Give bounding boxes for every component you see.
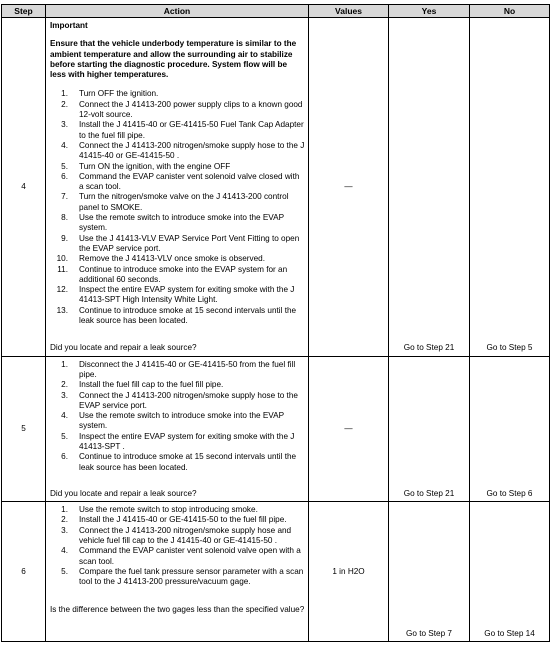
header-row — [2, 5, 550, 18]
action-cell — [46, 356, 309, 502]
action-list — [50, 505, 305, 587]
list-item: 5. Compare the fuel tank pressure sensor parameter with a scan tool to the J 41413-200 pressure/vacuum gage. — [61, 566, 304, 587]
list-item: 2. Install the J 41415-40 or GE-41415-50 to the fuel fill pipe. — [61, 515, 287, 525]
list-item: 5. Turn ON the ignition, with the engine OFF — [61, 161, 231, 171]
list-item: 10. Remove the J 41413-VLV once smoke is observed. — [56, 254, 265, 264]
header-no: No — [470, 5, 550, 18]
list-item: 11. Continue to introduce smoke into the EVAP system for an additional 60 seconds. — [57, 264, 288, 284]
list-item: 12. Inspect the entire EVAP system for exiting smoke with the J 41413-SPT High Intensity White Light. — [56, 285, 295, 305]
yes-cell: Go to Step 21 — [389, 18, 470, 357]
list-item: 5. Inspect the entire EVAP system for exiting smoke with the J 41413-SPT . — [61, 431, 295, 451]
header-yes: Yes — [389, 5, 470, 18]
values-cell: — — [309, 356, 389, 502]
values-cell: 1 in H2O — [309, 502, 389, 642]
list-item: 6. Continue to introduce smoke at 15 second intervals until the leak source has been located. — [61, 452, 297, 472]
action-list — [50, 360, 305, 473]
table-row-step-6 — [2, 502, 550, 642]
table-row-step-5 — [2, 356, 550, 502]
header-action: Action — [46, 5, 309, 18]
list-item: 6. Command the EVAP canister vent solenoid valve closed with a scan tool. — [61, 171, 300, 192]
yes-cell: Go to Step 7 — [389, 502, 470, 642]
question-text: Did you locate and repair a leak source? — [50, 343, 197, 353]
important-label: Important — [50, 21, 88, 30]
list-item: 4. Use the remote switch to introduce smoke into the EVAP system. — [61, 411, 284, 431]
list-item: 4. Command the EVAP canister vent solenoid valve open with a scan tool. — [61, 546, 301, 566]
values-cell: — — [309, 18, 389, 357]
list-item: 3. Connect the J 41413-200 nitrogen/smoke supply hose to the EVAP service port. — [61, 390, 298, 410]
list-item: 3. Install the J 41415-40 or GE-41415-50 Fuel Tank Cap Adapter to the fuel fill pipe. — [61, 120, 304, 140]
step-number: 6 — [2, 502, 46, 642]
list-item: 1. Disconnect the J 41415-40 or GE-41415-50 from the fuel fill pipe. — [61, 359, 296, 379]
list-item: 4. Connect the J 41413-200 nitrogen/smoke supply hose to the J 41415-40 or GE-41415-50 . — [61, 140, 305, 161]
list-item: 7. Turn the nitrogen/smoke valve on the J 41413-200 control panel to SMOKE. — [61, 192, 289, 212]
list-item: 3. Connect the J 41413-200 nitrogen/smoke supply hose and vehicle fuel fill cap to the J 41415-40 or GE-41415-50 . — [61, 525, 292, 546]
header-step: Step — [2, 5, 46, 18]
no-cell: Go to Step 6 — [470, 356, 550, 502]
list-item: 2. Install the fuel fill cap to the fuel fill pipe. — [61, 380, 224, 390]
action-list — [50, 89, 305, 326]
list-item: 9. Use the J 41413-VLV EVAP Service Port Vent Fitting to open the EVAP service port. — [61, 233, 300, 253]
question-text: Did you locate and repair a leak source? — [50, 488, 197, 498]
important-text: Ensure that the vehicle underbody temperature is similar to the ambient temperature and allow the surrounding air to stabilize before starting the diagnostic procedure. System flow will be less with higher temperatures. — [50, 39, 297, 80]
no-cell: Go to Step 14 — [470, 502, 550, 642]
yes-cell: Go to Step 21 — [389, 356, 470, 502]
action-cell — [46, 502, 309, 642]
action-cell — [46, 18, 309, 357]
diagnostic-table — [1, 4, 550, 642]
list-item: 1. Turn OFF the ignition. — [61, 89, 159, 99]
list-item: 2. Connect the J 41413-200 power supply clips to a known good 12-volt source. — [61, 99, 303, 120]
list-item: 8. Use the remote switch to introduce smoke into the EVAP system. — [61, 213, 284, 233]
step-number: 5 — [2, 356, 46, 502]
list-item: 1. Use the remote switch to stop introducing smoke. — [61, 505, 258, 515]
question-text: Is the difference between the two gages less than the specified value? — [50, 604, 305, 614]
step-number: 4 — [2, 18, 46, 357]
list-item: 13. Continue to introduce smoke at 15 second intervals until the leak source has been located. — [56, 305, 297, 326]
table-row-step-4 — [2, 18, 550, 357]
no-cell: Go to Step 5 — [470, 18, 550, 357]
header-values: Values — [309, 5, 389, 18]
